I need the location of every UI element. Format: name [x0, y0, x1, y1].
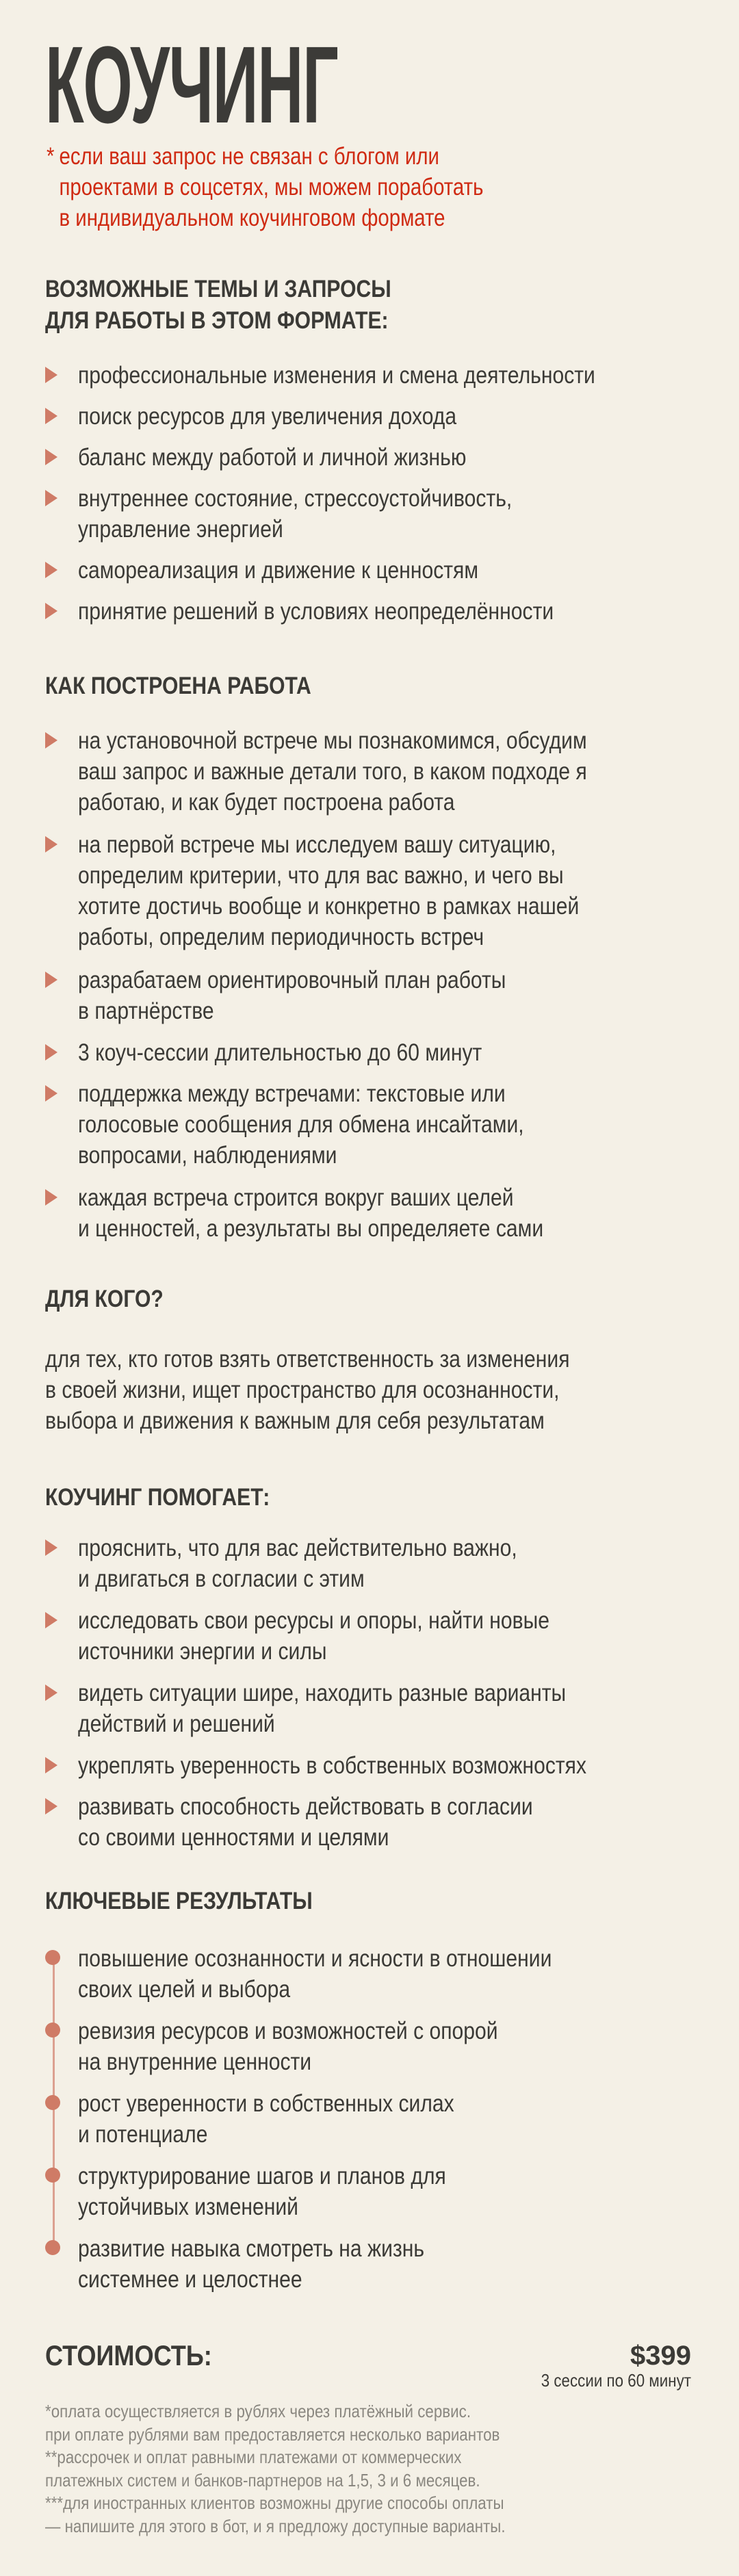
- note-line: проектами в соцсетях, мы можем поработать: [59, 174, 484, 200]
- section-heading-topics: ВОЗМОЖНЫЕ ТЕМЫ И ЗАПРОСЫ ДЛЯ РАБОТЫ В ЭТОМ ФОРМАТЕ:: [45, 276, 391, 334]
- asterisk: *: [47, 143, 55, 170]
- list-item: самореализация и движение к ценностям: [45, 555, 739, 586]
- list-item: поиск ресурсов для увеличения дохода: [45, 401, 739, 432]
- dot-bullet-icon: [45, 2168, 60, 2183]
- triangle-bullet-icon: [45, 490, 57, 506]
- price-label: СТОИМОСТЬ:: [45, 2339, 212, 2371]
- triangle-bullet-icon: [45, 367, 57, 383]
- audience-text: для тех, кто готов взять ответственность за изменения в своей жизни, ищет пространство для осознанности, выбора и движения к важным для себя результатам: [45, 1346, 570, 1434]
- dot-bullet-icon: [45, 2022, 60, 2038]
- list-item: принятие решений в условиях неопределённости: [45, 596, 739, 627]
- price-subtitle: 3 сессии по 60 минут: [541, 2370, 691, 2391]
- list-item: ревизия ресурсов и возможностей с опорой на внутренние ценности: [45, 2016, 739, 2077]
- triangle-bullet-icon: [45, 972, 57, 988]
- list-item: на первой встрече мы исследуем вашу ситуацию, определим критерии, что для вас важно, и чего вы хотите достичь вообще и конкретно в рамках нашей работы, определим периодичность встреч: [45, 829, 739, 952]
- triangle-bullet-icon: [45, 1085, 57, 1102]
- list-item: каждая встреча строится вокруг ваших целей и ценностей, а результаты вы определяете сами: [45, 1182, 739, 1244]
- triangle-bullet-icon: [45, 603, 57, 619]
- list-item: повышение осознанности и ясности в отношении своих целей и выбора: [45, 1943, 739, 2005]
- list-item: укреплять уверенность в собственных возможностях: [45, 1750, 739, 1781]
- triangle-bullet-icon: [45, 836, 57, 853]
- list-item: развивать способность действовать в согласии со своими ценностями и целями: [45, 1791, 739, 1853]
- dot-bullet-icon: [45, 2095, 60, 2110]
- list-item: исследовать свои ресурсы и опоры, найти новые источники энергии и силы: [45, 1605, 739, 1667]
- list-item: разрабатаем ориентировочный план работы в партнёрстве: [45, 965, 739, 1026]
- list-item: 3 коуч-сессии длительностью до 60 минут: [45, 1037, 739, 1068]
- triangle-bullet-icon: [45, 1539, 57, 1556]
- list-item: видеть ситуации шире, находить разные варианты действий и решений: [45, 1678, 739, 1739]
- triangle-bullet-icon: [45, 1044, 57, 1061]
- triangle-bullet-icon: [45, 1798, 57, 1814]
- section-heading-helps: КОУЧИНГ ПОМОГАЕТ:: [45, 1484, 270, 1511]
- list-item: прояснить, что для вас действительно важно, и двигаться в согласии с этим: [45, 1533, 739, 1594]
- page-title: КОУЧИНГ: [45, 23, 338, 146]
- list-item: внутреннее состояние, стрессоустойчивость, управление энергией: [45, 483, 739, 545]
- triangle-bullet-icon: [45, 732, 57, 749]
- triangle-bullet-icon: [45, 1189, 57, 1206]
- list-item: рост уверенности в собственных силах и потенциале: [45, 2088, 739, 2150]
- triangle-bullet-icon: [45, 1612, 57, 1628]
- section-heading-audience: ДЛЯ КОГО?: [45, 1286, 164, 1312]
- list-item: поддержка между встречами: текстовые или голосовые сообщения для обмена инсайтами, вопросами, наблюдениями: [45, 1078, 739, 1171]
- triangle-bullet-icon: [45, 562, 57, 578]
- list-item: структурирование шагов и планов для устойчивых изменений: [45, 2161, 739, 2222]
- dot-bullet-icon: [45, 2240, 60, 2255]
- list-item: баланс между работой и личной жизнью: [45, 442, 739, 473]
- section-heading-process: КАК ПОСТРОЕНА РАБОТА: [45, 673, 311, 699]
- triangle-bullet-icon: [45, 1684, 57, 1701]
- list-item: на установочной встрече мы познакомимся, обсудим ваш запрос и важные детали того, в каком подходе я работаю, и как будет построена работа: [45, 725, 739, 818]
- fine-print: *оплата осуществляется в рублях через платёжный сервис. при оплате рублями вам предоставляется несколько вариантов **рассрочек и оплат равными платежами от коммерческих платежных систем и банков-партнеров на 1,5, 3 и 6 месяцев. ***для иностранных клиентов возможны другие способы оплаты — напишите для этого в бот, и я предложу доступные варианты.: [45, 2401, 506, 2536]
- note-red: [47, 141, 564, 233]
- note-line: * если ваш запрос не связан с блогом или: [47, 141, 564, 172]
- triangle-bullet-icon: [45, 449, 57, 465]
- dot-bullet-icon: [45, 1950, 60, 1965]
- note-line: в индивидуальном коучинговом формате: [59, 205, 445, 231]
- triangle-bullet-icon: [45, 1757, 57, 1773]
- list-item: профессиональные изменения и смена деятельности: [45, 360, 739, 391]
- list-item: развитие навыка смотреть на жизнь системнее и целостнее: [45, 2233, 739, 2295]
- price-value: $399: [630, 2341, 691, 2371]
- triangle-bullet-icon: [45, 408, 57, 424]
- section-heading-results: КЛЮЧЕВЫЕ РЕЗУЛЬТАТЫ: [45, 1888, 313, 1914]
